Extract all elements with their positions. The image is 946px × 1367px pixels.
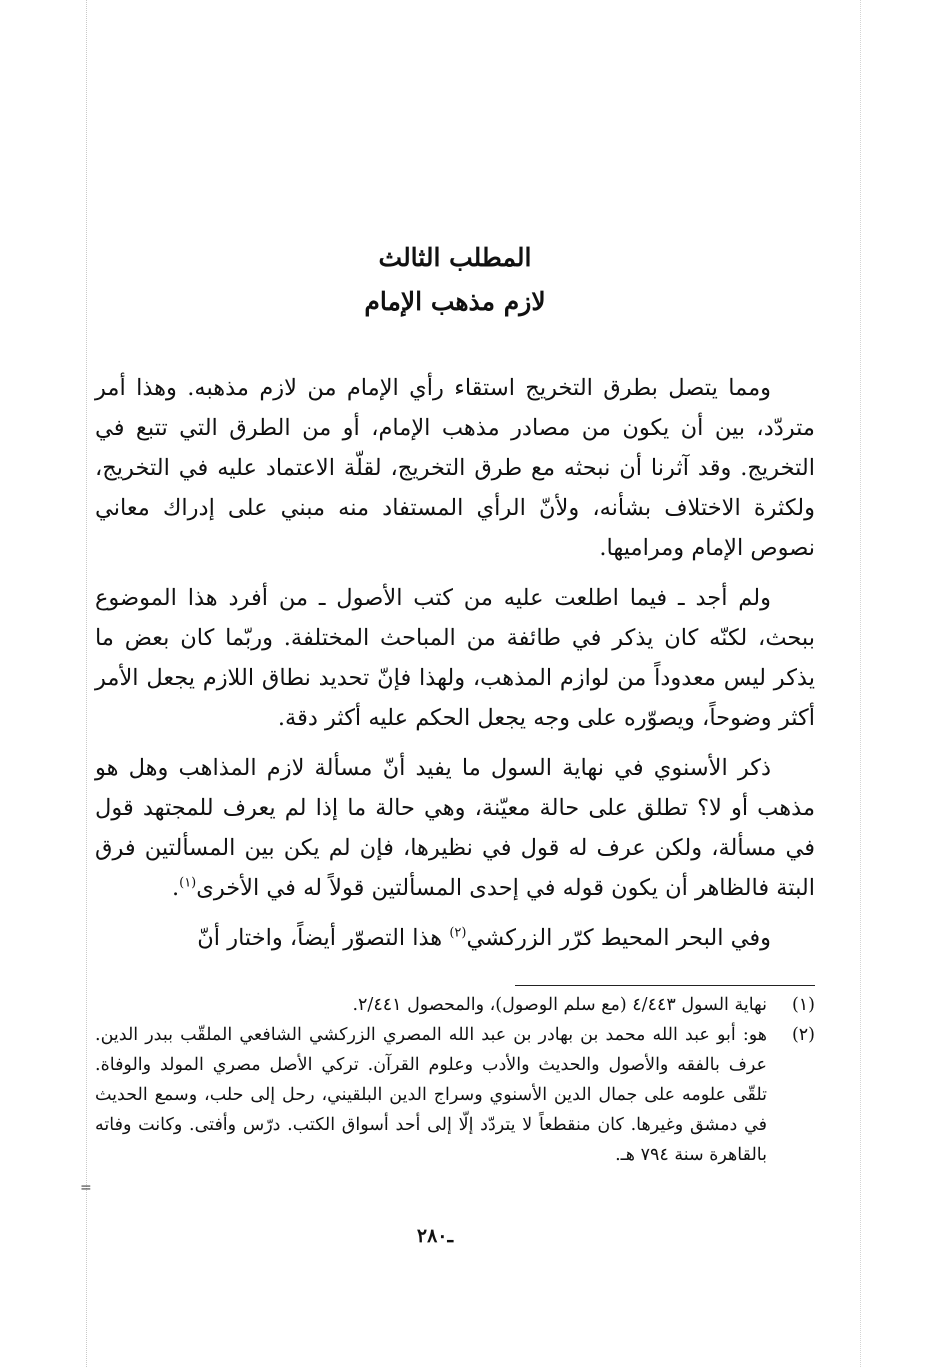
paragraph-2: ولم أجد ـ فيما اطلعت عليه من كتب الأصول ـ من أفرد هذا الموضوع ببحث، لكنّه كان يذكر في طائفة من المباحث المختلفة. وربّما كان بعض ما يذكر ليس معدوداً من لوازم المذهب، ولهذا فإنّ تحديد نطاق اللازم يجعل الأمر أكثر وضوحاً، ويصوّره على وجه يجعل الحكم عليه أكثر دقة. <box>95 585 815 731</box>
scan-edge-left <box>86 0 87 1367</box>
body-text <box>95 368 815 958</box>
paragraph-4 <box>95 918 815 958</box>
paragraph-3-end: . <box>171 875 180 901</box>
paragraph-3-text: ذكر الأسنوي في نهاية السول ما يفيد أنّ مسألة لازم المذاهب وهل هو مذهب أو لا؟ تطلق على حالة معيّنة، وهي حالة ما إذا لم يعرف للمجتهد قول في مسألة، ولكن عرف له قول في نظيرها، فإن لم يكن بين المسألتين فرق البتة فالظاهر أن يكون قوله في إحدى المسألتين قولاً له في الأخرى <box>95 755 815 901</box>
footnote-2 <box>95 1020 815 1170</box>
footnote-ref-1: (١) <box>179 875 197 891</box>
footnote-text: نهاية السول ٤/٤٤٣ (مع سلم الوصول)، والمحصول ٢/٤٤١. <box>352 995 767 1015</box>
footnotes <box>95 990 815 1170</box>
footnote-ref-2: (٢) <box>449 925 467 941</box>
footnote-text: هو: أبو عبد الله محمد بن بهادر بن عبد الله المصري الزركشي الشافعي الملقّب ببدر الدين. عرف بالفقه والأصول والحديث والأدب وعلوم القرآن. تركي الأصل مصري المولد والوفاة. تلقّى علومه على جمال الدين الأسنوي وسراج الدين البلقيني، رحل إلى حلب، وسمع الحديث في دمشق وغيرها. كان منقطعاً لا يتردّد إلّا إلى أحد أسواق الكتب. درّس وأفتى. وكانت وفاته بالقاهرة سنة ٧٩٤ هـ. <box>95 1025 767 1165</box>
page-number: ـ٢٨٠ <box>416 1225 454 1247</box>
page-body <box>95 230 815 968</box>
scan-edge-right <box>860 0 861 1367</box>
paragraph-4-after: هذا التصوّر أيضاً، واختار أنّ <box>197 925 450 951</box>
footnote-divider <box>515 985 815 986</box>
footnote-marker: (٢) <box>791 1025 815 1045</box>
paragraph-3 <box>95 748 815 908</box>
section-subtitle: لازم مذهب الإمام <box>364 287 546 316</box>
paragraph-1: ومما يتصل بطرق التخريج استقاء رأي الإمام من لازم مذهبه. وهذا أمر متردّد، بين أن يكون من مصادر مذهب الإمام، أو من الطرق التي تتبع في التخريج. وقد آثرنا أن نبحثه مع طرق التخريج، لقلّة الاعتماد عليه في التخريج، ولكثرة الاختلاف بشأنه، ولأنّ الرأي المستفاد منه مبني على إدراك معاني نصوص الإمام ومراميها. <box>95 375 815 561</box>
section-title: المطلب الثالث <box>378 243 532 272</box>
paragraph-4-before: وفي البحر المحيط كرّر الزركشي <box>466 925 771 951</box>
margin-mark: = <box>80 1180 92 1196</box>
footnote-1 <box>95 990 815 1020</box>
footnote-marker: (١) <box>791 995 815 1015</box>
